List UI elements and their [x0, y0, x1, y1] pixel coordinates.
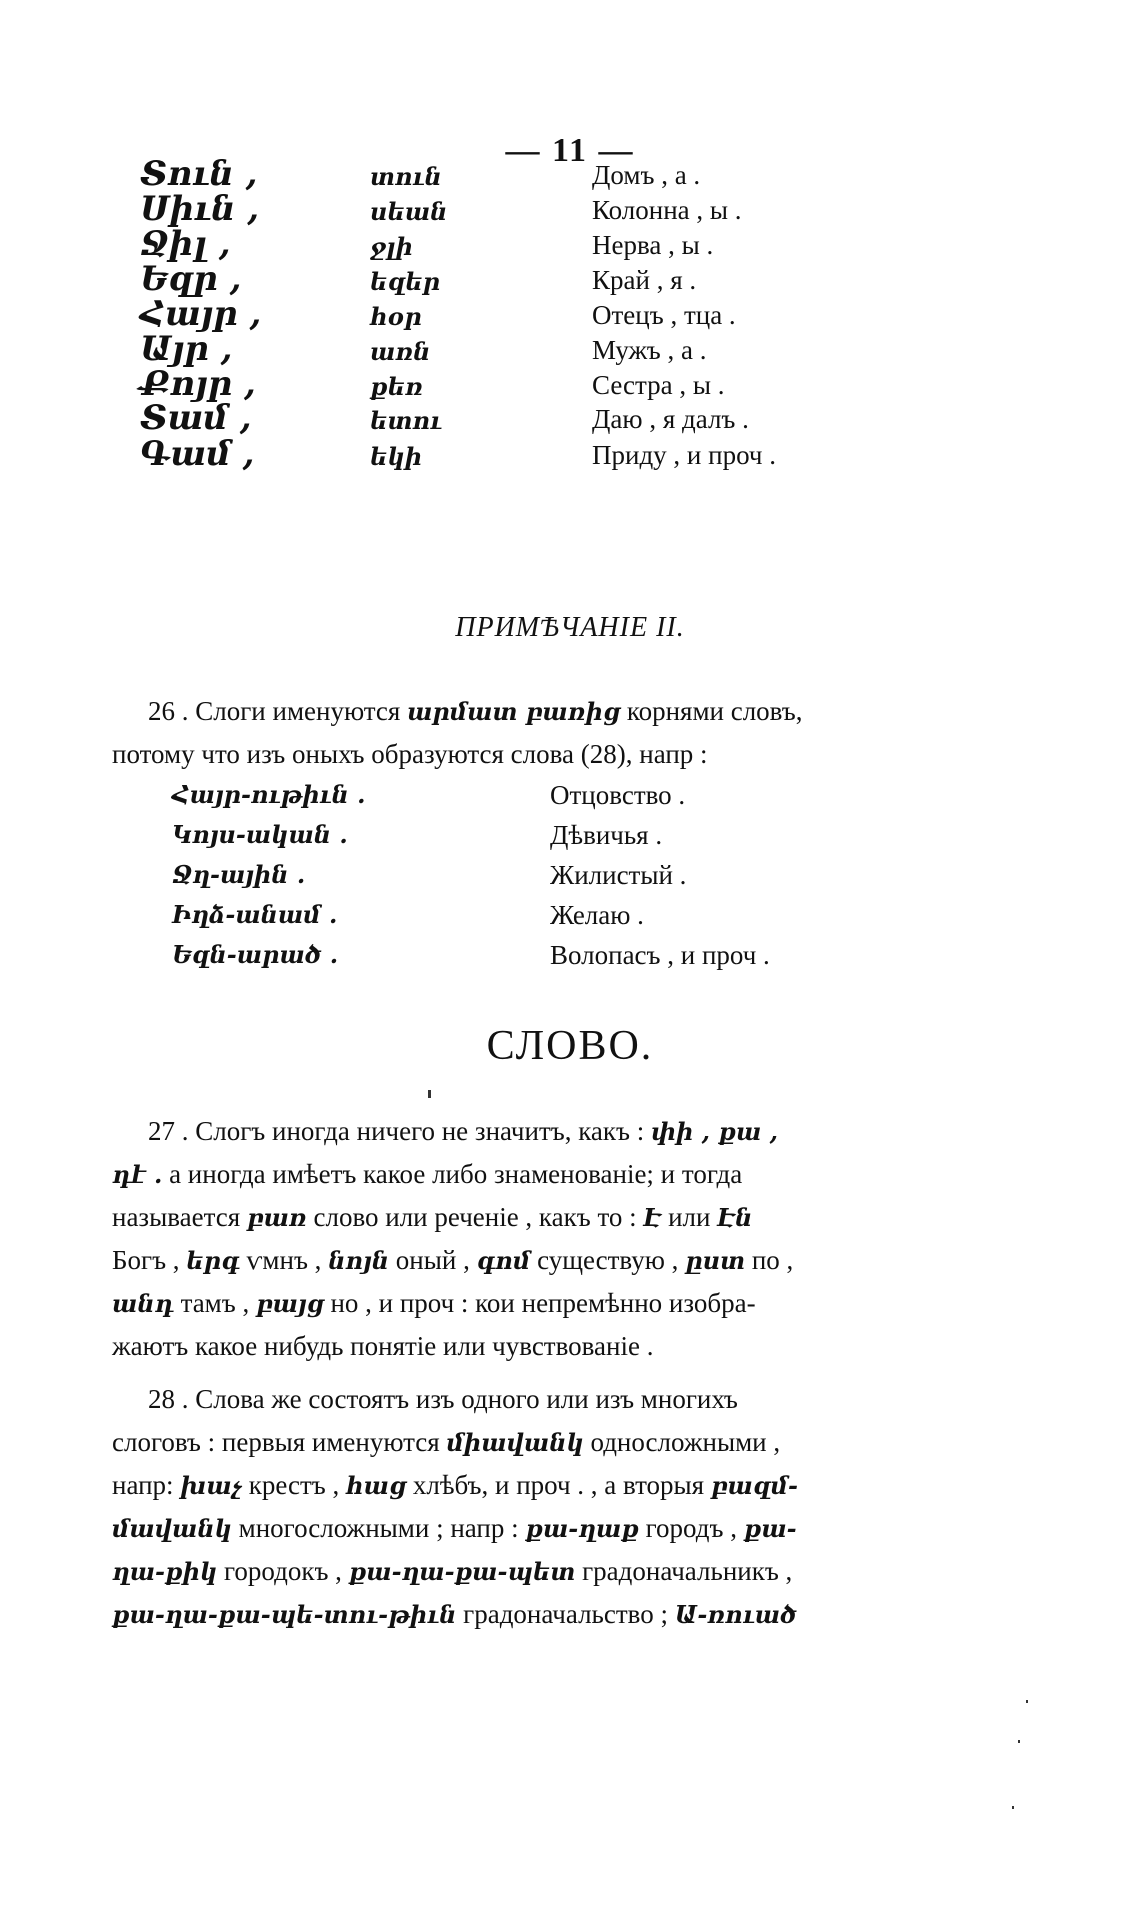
text-run: многосложными ; напр :: [238, 1513, 519, 1543]
armenian-term: քա-: [743, 1514, 797, 1543]
armenian-term: միավանկ: [446, 1428, 584, 1457]
paragraph-26: [112, 690, 892, 776]
text-run: оный ,: [395, 1245, 470, 1275]
root-row: [172, 900, 872, 940]
root-row: [172, 940, 872, 980]
text-run: Слова же состоятъ изъ одного или изъ многихъ: [195, 1384, 738, 1414]
root-row: [172, 820, 872, 860]
text-run: крестъ ,: [248, 1470, 340, 1500]
paragraph-line: [112, 1196, 892, 1239]
armenian-term: քա-ղա-քա-պետ: [348, 1557, 576, 1586]
text-run: городокъ ,: [223, 1556, 342, 1586]
paragraph-line: [112, 1153, 892, 1196]
armenian-term: Է: [643, 1203, 662, 1232]
russian-translation: Дѣвичья .: [550, 820, 663, 850]
armenian-term: բայց: [255, 1289, 324, 1318]
armenian-form: հօր: [370, 302, 422, 331]
armenian-term: դէ .: [112, 1160, 163, 1189]
text-run: называется: [112, 1202, 241, 1232]
print-speck: [1026, 1700, 1028, 1703]
paragraph-line: [112, 1282, 892, 1325]
russian-translation: Колонна , ы .: [592, 195, 742, 225]
armenian-form: քեռ: [370, 372, 423, 401]
armenian-compound: Եզն-արած .: [172, 940, 339, 969]
russian-translation: Мужъ , а .: [592, 335, 707, 365]
paragraph-line: [112, 1507, 892, 1550]
armenian-compound: Հայր-ութիւն .: [172, 780, 366, 809]
armenian-word: Քոյր ,: [140, 364, 256, 404]
armenian-form: եզեր: [370, 267, 441, 296]
paragraph-line: жаютъ какое нибудь понятіе или чувствованіе .: [112, 1331, 654, 1361]
armenian-term: անդ: [112, 1289, 174, 1318]
vocab-row: [140, 329, 960, 375]
armenian-term: Էն: [717, 1203, 753, 1232]
armenian-word: Հայր ,: [140, 294, 262, 334]
text-run: ѵмнъ ,: [246, 1245, 322, 1275]
russian-translation: Отцовство .: [550, 780, 686, 810]
armenian-term: փի , քա ,: [651, 1117, 779, 1146]
text-run: слоговъ : первыя именуются: [112, 1427, 440, 1457]
text-run: корнями словъ,: [626, 696, 803, 726]
paragraph-line: [112, 1593, 892, 1636]
armenian-term: արմատ բառից: [407, 697, 621, 726]
russian-translation: Волопасъ , и проч .: [550, 940, 770, 970]
vocab-row: [140, 189, 960, 235]
armenian-term: քա-ղա-քա-պե-տու-թիւն: [112, 1600, 457, 1629]
armenian-word: Ջիլ ,: [140, 224, 231, 264]
armenian-form: առն: [370, 337, 431, 366]
armenian-term: բառ: [246, 1203, 307, 1232]
russian-translation: Даю , я далъ .: [592, 404, 749, 434]
text-run: градоначальникъ ,: [582, 1556, 793, 1586]
armenian-compound: Ջղ-ային .: [172, 860, 306, 889]
armenian-term: նոյն: [328, 1246, 390, 1275]
text-run: существую ,: [537, 1245, 679, 1275]
root-row: [172, 780, 872, 820]
vocab-row: [140, 294, 960, 340]
paragraph-line: [112, 1550, 892, 1593]
text-run: слово или реченіе , какъ то :: [313, 1202, 637, 1232]
print-speck: [1012, 1806, 1014, 1809]
text-run: тамъ ,: [180, 1288, 250, 1318]
armenian-word: Սիւն ,: [140, 189, 260, 229]
paragraph-number: 28 .: [148, 1384, 189, 1414]
armenian-form: սեան: [370, 197, 448, 226]
paragraph-number: 26 .: [148, 696, 189, 726]
section-title: СЛОВО.: [486, 1023, 654, 1069]
text-run: по ,: [751, 1245, 794, 1275]
armenian-word: Գամ ,: [140, 434, 255, 474]
armenian-term: բազմ-: [710, 1471, 798, 1500]
armenian-word: Տուն ,: [140, 154, 258, 194]
vocab-row: [140, 259, 960, 305]
armenian-word: Այր ,: [140, 329, 233, 369]
page-number: — 11 —: [505, 132, 635, 169]
armenian-term: ղա-քիկ: [112, 1557, 218, 1586]
armenian-form: տուն: [370, 162, 442, 191]
armenian-compound: Իղձ-անամ .: [172, 900, 338, 929]
armenian-term: քա-ղաք: [525, 1514, 639, 1543]
armenian-word: Տամ ,: [140, 398, 252, 438]
russian-translation: Край , я .: [592, 265, 697, 295]
armenian-term: Ա-ռուած: [674, 1600, 797, 1629]
paragraph-line: [112, 1378, 892, 1421]
vocab-row: [140, 224, 960, 270]
vocab-row: [140, 398, 960, 444]
russian-translation: Жилистый .: [550, 860, 687, 890]
print-speck: [428, 1090, 431, 1098]
text-run: градоначальство ;: [463, 1599, 668, 1629]
armenian-term: երգ: [186, 1246, 240, 1275]
paragraph-line: [112, 1421, 892, 1464]
vocab-row: [140, 154, 960, 200]
armenian-form: եկի: [370, 442, 423, 471]
armenian-form: ջլի: [370, 232, 413, 261]
note-heading: ПРИМѢЧАНІЕ II.: [455, 612, 685, 643]
text-run: Слоги именуются: [195, 696, 401, 726]
paragraph-line: [112, 1464, 892, 1507]
print-speck: [1018, 1740, 1020, 1743]
text-run: Богъ ,: [112, 1245, 180, 1275]
russian-translation: Нерва , ы .: [592, 230, 714, 260]
vocab-row: [140, 434, 960, 480]
paragraph-line: потому что изъ оныхъ образуются слова (28), напр :: [112, 739, 708, 769]
russian-translation: Отецъ , тца .: [592, 300, 736, 330]
text-run: односложными ,: [590, 1427, 781, 1457]
text-run: хлѣбъ, и проч . , а вторыя: [412, 1470, 705, 1500]
paragraph-number: 27 .: [148, 1116, 189, 1146]
armenian-term: ըստ: [685, 1246, 746, 1275]
paragraph-27: [112, 1110, 892, 1368]
armenian-form: ետու: [370, 406, 442, 435]
armenian-term: գոմ: [476, 1246, 531, 1275]
paragraph-28: [112, 1378, 892, 1636]
text-run: городъ ,: [645, 1513, 737, 1543]
text-run: Слогъ иногда ничего не значитъ, какъ :: [195, 1116, 645, 1146]
armenian-term: մավանկ: [112, 1514, 232, 1543]
text-run: напр:: [112, 1470, 174, 1500]
russian-translation: Сестра , ы .: [592, 370, 725, 400]
paragraph-line: [112, 1239, 892, 1282]
root-row: [172, 860, 872, 900]
text-run: а иногда имѣетъ какое либо знаменованіе; и тогда: [169, 1159, 743, 1189]
russian-translation: Приду , и проч .: [592, 440, 776, 470]
russian-translation: Домъ , а .: [592, 160, 701, 190]
paragraph-line: [112, 1110, 892, 1153]
text-run: или: [668, 1202, 711, 1232]
paragraph-line: [112, 690, 892, 733]
armenian-term: հաց: [345, 1471, 407, 1500]
armenian-compound: Կոյս-ական .: [172, 820, 348, 849]
armenian-word: Եզր ,: [140, 259, 242, 299]
russian-translation: Желаю .: [550, 900, 644, 930]
text-run: но , и проч : кои непремѣнно изобра-: [330, 1288, 756, 1318]
armenian-term: խաչ: [180, 1471, 242, 1500]
